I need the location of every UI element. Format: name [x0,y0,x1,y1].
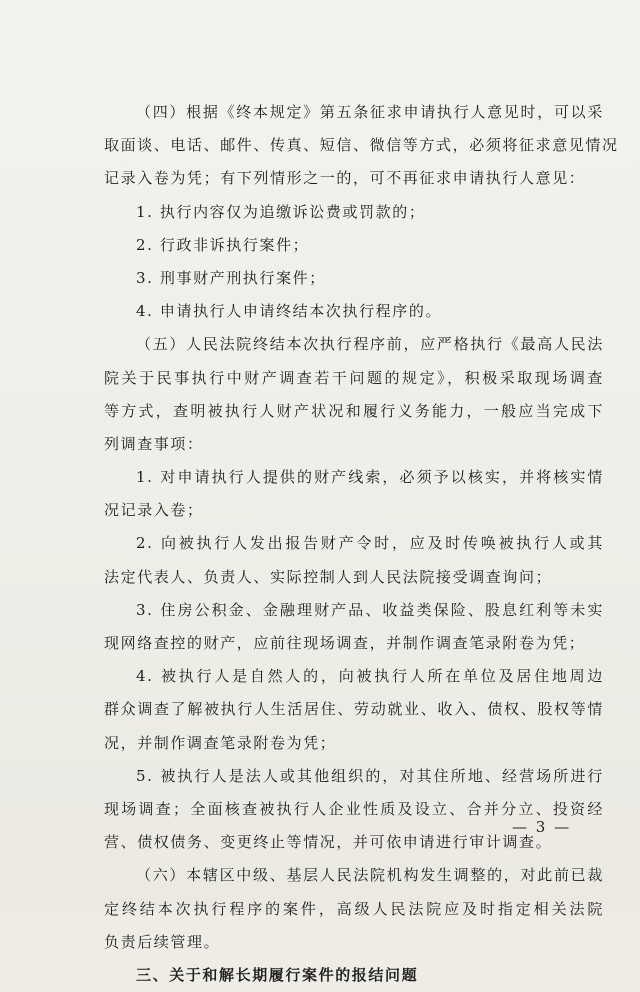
text-line: 5. 被执行人是法人或其他组织的，对其住所地、经营场所进行 [136,766,604,785]
text-line: 3. 刑事财产刑执行案件； [136,268,326,287]
document-body [104,96,619,992]
text-line: 4. 申请执行人申请终结本次执行程序的。 [136,302,443,321]
text-line: 营、债权债务、变更终止等情况，并可依申请进行审计调查。 [104,833,553,852]
text-line: （四）根据《终本规定》第五条征求申请执行人意见时，可以采 [136,103,604,121]
text-line: （六）本辖区中级、基层人民法院机构发生调整的，对此前已裁 [136,866,604,885]
text-line: 等方式，查明被执行人财产状况和履行义务能力，一般应当完成下 [104,401,604,420]
text-line: 1. 对申请执行人提供的财产线索，必须予以核实，并将核实情 [136,468,604,487]
text-line: 2. 行政非诉执行案件； [136,235,310,254]
text-line: 1. 执行内容仅为追缴诉讼费或罚款的； [136,202,426,221]
text-line: 记录入卷为凭；有下列情形之一的，可不再征求申请执行人意见： [104,169,586,188]
text-line: 法定代表人、负责人、实际控制人到人民法院接受调查询问； [104,567,553,586]
text-line: 现场调查；全面核查被执行人企业性质及设立、合并分立、投资经 [104,799,604,818]
page-number: — 3 — [512,818,572,836]
text-line: 列调查事项： [104,434,204,453]
text-line: （五）人民法院终结本次执行程序前，应严格执行《最高人民法 [136,335,604,354]
text-line: 现网络查控的财产，应前往现场调查，并制作调查笔录附卷为凭； [104,634,586,652]
text-line: 况，并制作调查笔录附卷为凭； [104,733,337,752]
text-line: 取面谈、电话、邮件、传真、短信、微信等方式，必须将征求意见情况 [104,136,619,155]
text-line: 负责后续管理。 [104,932,221,951]
text-line: 院关于民事执行中财产调查若干问题的规定》，积极采取现场调查 [104,368,604,387]
text-line: 定终结本次执行程序的案件，高级人民法院应及时指定相关法院 [104,899,604,918]
section-heading: 三、关于和解长期履行案件的报结问题 [136,965,419,984]
text-line: 3. 住房公积金、金融理财产品、收益类保险、股息红利等未实 [136,600,604,619]
text-line: 2. 向被执行人发出报告财产令时，应及时传唤被执行人或其 [136,534,604,553]
text-line: 况记录入卷； [104,501,204,520]
text-line: 群众调查了解被执行人生活居住、劳动就业、收入、债权、股权等情 [104,700,604,719]
text-line: 4. 被执行人是自然人的，向被执行人所在单位及居住地周边 [136,667,604,686]
